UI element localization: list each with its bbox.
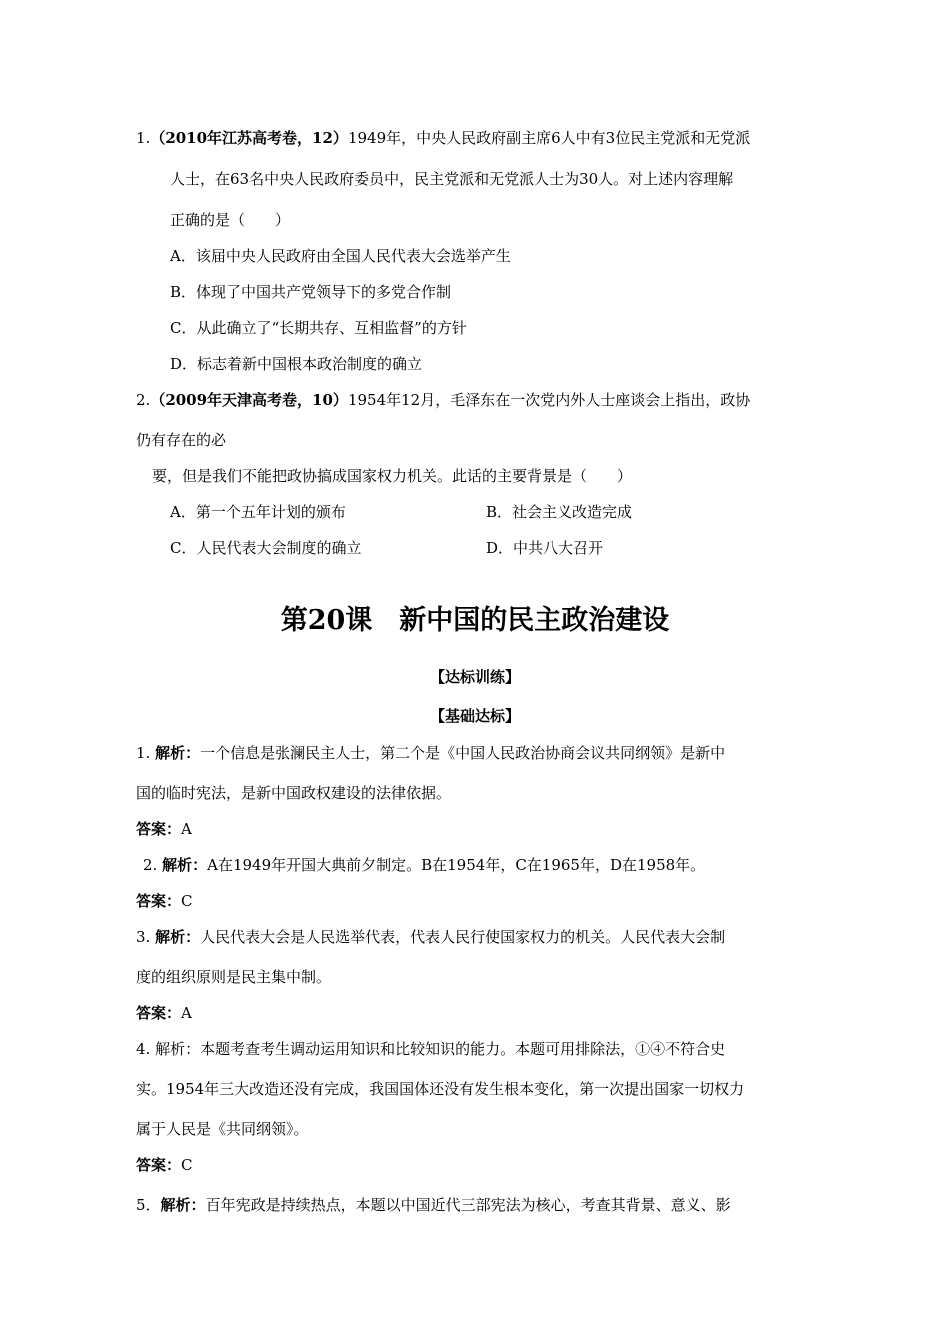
answer5-analysis-label: 解析： (160, 1196, 206, 1214)
q2-option-b: B．社会主义改造完成 (486, 503, 633, 521)
answer2-key-label: 答案： (136, 892, 182, 910)
q1-stem-text: 1949年，中央人民政府副主席6人中有3位民主党派和无党派 (347, 129, 751, 147)
answer3-key-value: A (181, 1004, 192, 1022)
answer3-number: 3. (136, 928, 151, 946)
q2-stem-line3: 要，但是我们不能把政协搞成国家权力机关。此话的主要背景是（ ） (152, 467, 633, 485)
answer1-key-label: 答案： (136, 820, 182, 838)
answer3-line1 (136, 927, 725, 947)
q2-option-a: A．第一个五年计划的颁布 (170, 503, 346, 521)
answer3-key-label: 答案： (136, 1004, 182, 1022)
q1-stem-line3: 正确的是（ ） (170, 211, 291, 229)
answer3-analysis-label: 解析： (155, 928, 201, 946)
answer2-key (136, 891, 193, 911)
answer3-text: 人民代表大会是人民选举代表，代表人民行使国家权力的机关。人民代表大会制 (200, 928, 726, 946)
lesson-title: 第20课 新中国的民主政治建设 (280, 605, 670, 636)
answer4-line3: 属于人民是《共同纲领》。 (136, 1120, 309, 1138)
answer4-key-label: 答案： (136, 1156, 182, 1174)
q2-stem-line2: 仍有存在的必 (136, 431, 227, 449)
q1-option-b: B．体现了中国共产党领导下的多党合作制 (170, 283, 452, 301)
q2-option-d: D．中共八大召开 (486, 539, 604, 557)
answer4-line2: 实。1954年三大改造还没有完成，我国国体还没有发生根本变化，第一次提出国家一切权力 (136, 1080, 745, 1098)
answer2-text: A在1949年开国大典前夕制定。B在1954年，C在1965年，D在1958年。 (207, 856, 706, 874)
section-heading-basic: 【基础达标】 (429, 707, 520, 725)
answer1-line1 (136, 743, 725, 763)
answer2-number: 2. (143, 856, 158, 874)
q2-number: 2. (136, 391, 151, 409)
q2-option-c: C．人民代表大会制度的确立 (170, 539, 362, 557)
answer2-analysis-label: 解析： (162, 856, 208, 874)
q1-stem-line2: 人士，在63名中央人民政府委员中，民主党派和无党派人士为30人。对上述内容理解 (170, 170, 734, 188)
answer1-key-value: A (181, 820, 192, 838)
answer4-line1: 4. 解析：本题考查考生调动运用知识和比较知识的能力。本题可用排除法，①④不符合史 (136, 1040, 726, 1058)
q1-option-c: C．从此确立了“长期共存、互相监督”的方针 (170, 319, 467, 337)
section-heading-training: 【达标训练】 (429, 668, 520, 686)
answer5-line1 (136, 1195, 731, 1215)
answer2-line1 (143, 855, 705, 875)
q2-stem-text: 1954年12月，毛泽东在一次党内外人士座谈会上指出，政协 (347, 391, 751, 409)
answer3-key (136, 1003, 192, 1023)
answer3-line2: 度的组织原则是民主集中制。 (136, 968, 332, 986)
answer2-key-value: C (181, 892, 193, 910)
answer1-analysis-label: 解析： (155, 744, 201, 762)
answer4-key-value: C (181, 1156, 193, 1174)
answer5-number: 5． (136, 1196, 161, 1214)
answer5-text: 百年宪政是持续热点，本题以中国近代三部宪法为核心，考查其背景、意义、影 (205, 1196, 731, 1214)
answer1-key (136, 819, 192, 839)
q1-source: （2010年江苏高考卷，12） (150, 129, 348, 147)
q2-stem-line1 (136, 390, 750, 410)
q1-stem-line1 (136, 128, 750, 148)
q2-source: （2009年天津高考卷，10） (150, 391, 348, 409)
q1-option-a: A．该届中央人民政府由全国人民代表大会选举产生 (170, 247, 511, 265)
q1-number: 1. (136, 129, 151, 147)
answer1-number: 1. (136, 744, 151, 762)
answer1-text: 一个信息是张澜民主人士，第二个是《中国人民政治协商会议共同纲领》是新中 (200, 744, 726, 762)
q1-option-d: D．标志着新中国根本政治制度的确立 (170, 355, 423, 373)
answer1-line2: 国的临时宪法，是新中国政权建设的法律依据。 (136, 784, 452, 802)
answer4-key (136, 1155, 193, 1175)
